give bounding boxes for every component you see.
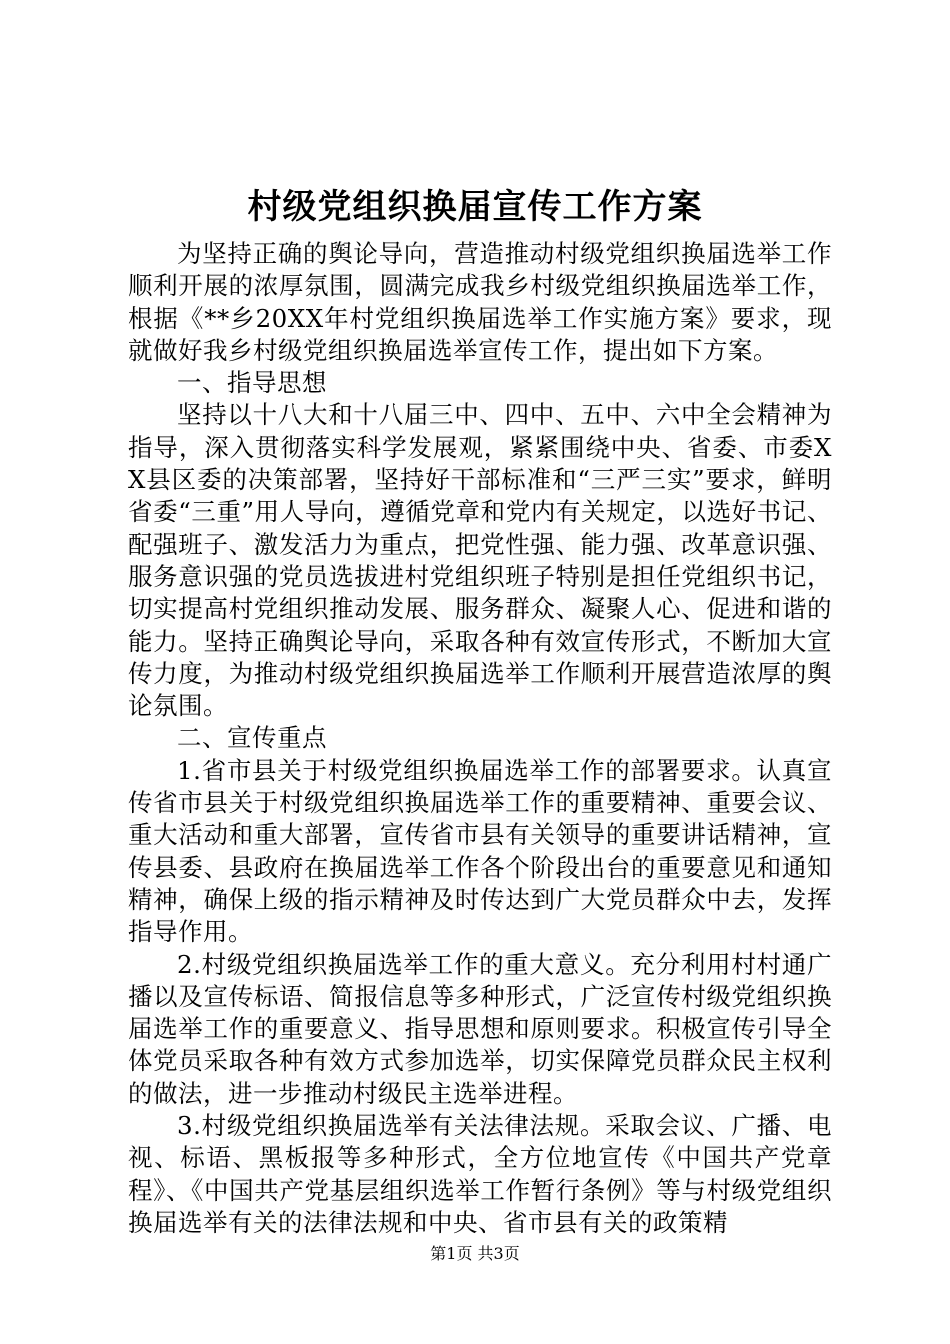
- guiding-thought-paragraph: 坚持以十八大和十八届三中、四中、五中、六中全会精神为指导，深入贯彻落实科学发展观，紧紧围绕中央、省委、市委XX县区委的决策部署，坚持好干部标准和“三严三实”要求，鲜明省委“三重”用人导向，遵循党章和党内有关规定，以选好书记、配强班子、激发活力为重点，把党性强、能力强、改革意识强、服务意识强的党员选拔进村党组织班子特别是担任党组织书记，切实提高村党组织推动发展、服务群众、凝聚人心、促进和谐的能力。坚持正确舆论导向，采取各种有效宣传形式，不断加大宣传力度，为推动村级党组织换届选举工作顺利开展营造浓厚的舆论氛围。: [128, 400, 832, 721]
- page-number-footer: 第1页 共3页: [430, 1244, 520, 1263]
- focus-item-1: 1.省市县关于村级党组织换届选举工作的部署要求。认真宣传省市县关于村级党组织换届选举工作的重要精神、重要会议、重大活动和重大部署，宣传省市县有关领导的重要讲话精神，宣传县委、县政府在换届选举工作各个阶段出台的重要意见和通知精神，确保上级的指示精神及时传达到广大党员群众中去，发挥指导作用。: [128, 755, 832, 947]
- focus-item-3: 3.村级党组织换届选举有关法律法规。采取会议、广播、电视、标语、黑板报等多种形式，全方位地宣传《中国共产党章程》、《中国共产党基层组织选举工作暂行条例》等与村级党组织换届选举有关的法律法规和中央、省市县有关的政策精: [128, 1111, 832, 1237]
- document-body: [128, 238, 832, 1239]
- section-heading-publicity-focus: 二、宣传重点: [177, 723, 327, 753]
- intro-paragraph: 为坚持正确的舆论导向，营造推动村级党组织换届选举工作顺利开展的浓厚氛围，圆满完成我乡村级党组织换届选举工作，根据《**乡20XX年村党组织换届选举工作实施方案》要求，现就做好我乡村级党组织换届选举宣传工作，提出如下方案。: [128, 239, 832, 365]
- document-title: 村级党组织换届宣传工作方案: [247, 187, 703, 227]
- section-heading-guiding-thought: 一、指导思想: [177, 368, 327, 398]
- focus-item-2: 2.村级党组织换届选举工作的重大意义。充分利用村村通广播以及宣传标语、简报信息等多种形式，广泛宣传村级党组织换届选举工作的重要意义、指导思想和原则要求。积极宣传引导全体党员采取各种有效方式参加选举，切实保障党员群众民主权利的做法，进一步推动村级民主选举进程。: [128, 949, 832, 1108]
